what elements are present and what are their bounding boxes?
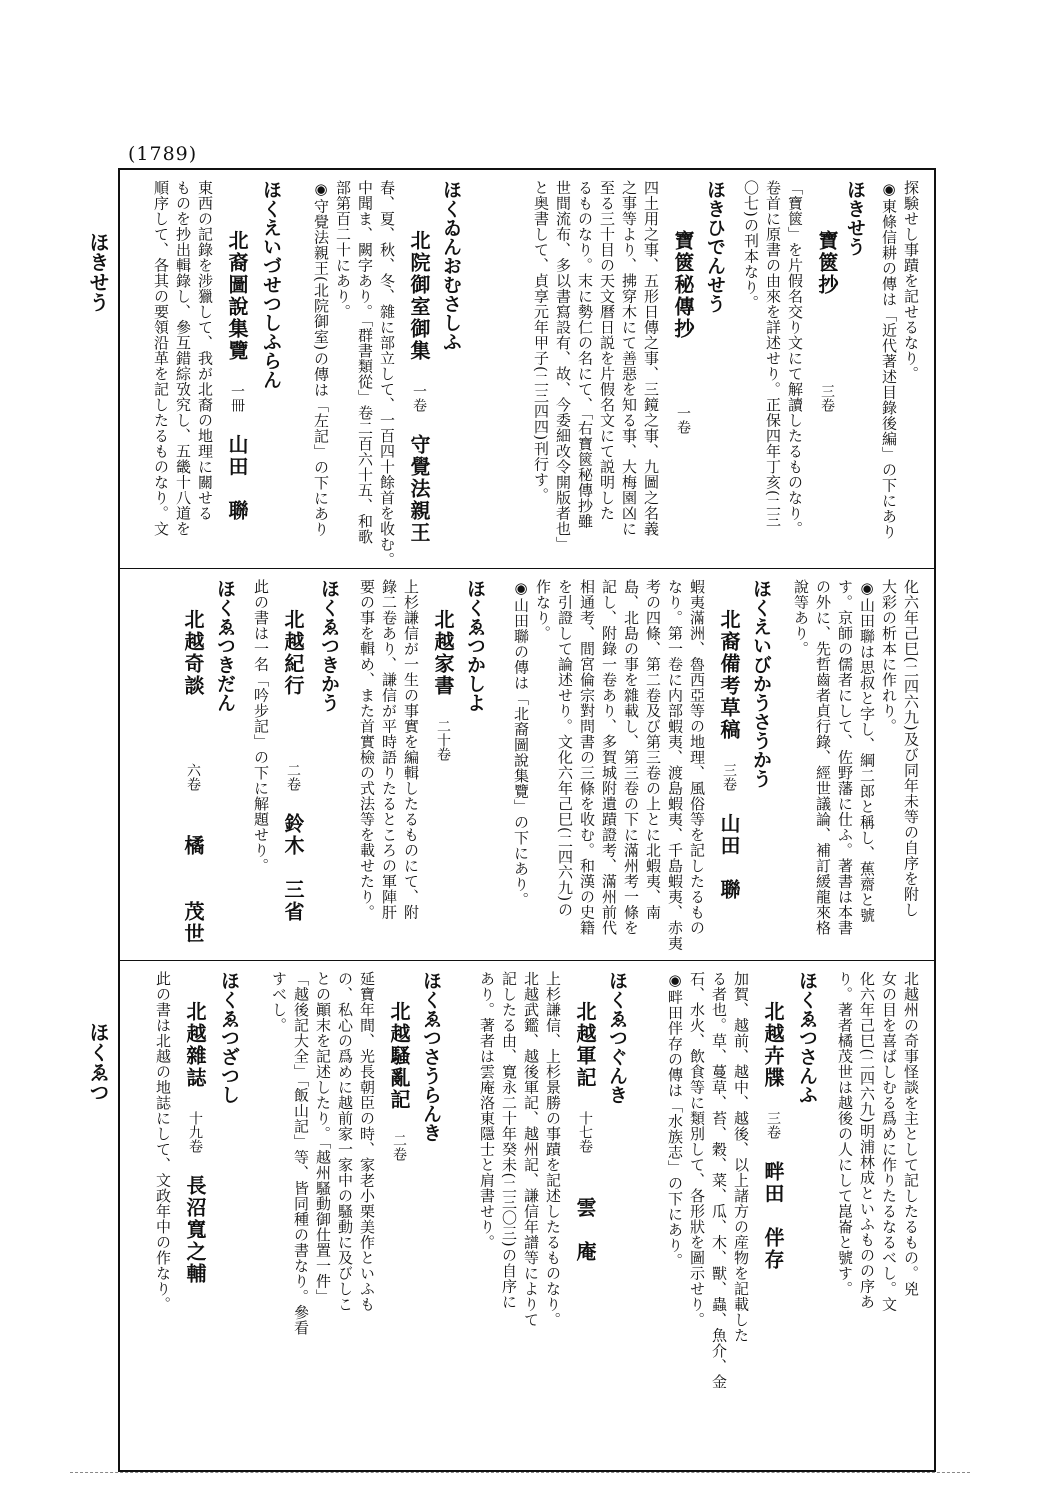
entry-title-text: 北越紀行 bbox=[281, 609, 305, 697]
entry-body-line: 延寶年間、光長朝臣の時、家老小栗美作といふも bbox=[358, 971, 376, 1312]
bottom-dashed-rule bbox=[70, 1472, 970, 1475]
entry-reading: ほくゑつきかう bbox=[318, 579, 340, 712]
entry-volumes: 十九卷 bbox=[187, 1111, 203, 1153]
entry-author: 山田 聯 bbox=[717, 813, 741, 901]
entry-body-line: 錄二卷あり、謙信が平時語りたるところの軍陣肝 bbox=[380, 579, 398, 920]
entry-body-line: 〇七)の刊本なり。 bbox=[742, 180, 760, 311]
continued-text: 女の目を喜ばしむる爲めに作りたるなるべし。文 bbox=[880, 971, 898, 1312]
entry-title bbox=[280, 609, 306, 923]
entry-body-line: 「越後記大全」「飯山記」等、皆同種の書なり。參看 bbox=[292, 971, 310, 1336]
entry-reading: ほくゑつかしよ bbox=[464, 579, 486, 712]
entry-body-line: 上杉謙信、上杉景勝の事蹟を記述したるものなり。 bbox=[544, 971, 562, 1328]
entry-body-line: 順序して、各其の要領沿革を記したるものなり。文 bbox=[152, 180, 170, 537]
entry-body-line: 記したる由、寛永二十年癸未(二三〇三)の自序に bbox=[500, 971, 518, 1310]
entry-body-line: 島、北島の事を雜載し、第三卷の下に滿州考一條を bbox=[622, 579, 640, 936]
entry-title bbox=[814, 230, 840, 412]
entry-title bbox=[716, 609, 742, 901]
continued-text: 化六年己巳(二四六九)及び同年未等の自序を附し bbox=[902, 579, 920, 918]
entry-title-text: 寶篋秘傳抄 bbox=[671, 230, 695, 340]
entry-title bbox=[386, 1001, 412, 1161]
entry-body-line: ものを抄出輯錄し、參互錯綜攷究し、五畿十八道を bbox=[174, 180, 192, 537]
entry-volumes: 一卷 bbox=[411, 384, 427, 412]
entry-body-line: 東西の記錄を涉獵して、我が北裔の地理に關せる bbox=[196, 180, 214, 521]
biography-note: ◉東條信耕の傳は「近代著述目錄後編」の下にあり bbox=[880, 180, 898, 540]
entry-body-line: 部第百二十にあり。 bbox=[334, 180, 352, 320]
band-bottom bbox=[120, 961, 934, 1472]
entry-reading: ほくゑつさうらんき bbox=[420, 971, 442, 1142]
biography-note: の外に、先哲齒者貞行錄、經世議論、補訂緩龍來格 bbox=[814, 579, 832, 936]
entry-title bbox=[182, 1001, 208, 1285]
entry-title-text: 北越家書 bbox=[431, 609, 455, 697]
entry-author: 橘 茂世 bbox=[181, 835, 205, 945]
biography-note: す。京師の儒者にして、佐野藩に仕ふ。著書は本書 bbox=[836, 579, 854, 936]
entry-volumes: 三卷 bbox=[721, 763, 737, 791]
entry-title-text: 北越卉牒 bbox=[761, 1001, 785, 1089]
entry-body-line: との顚末を記述したり。「越州騷動御仕置一件」 bbox=[314, 971, 332, 1305]
entry-body-line: 記し、附錄一卷あり、多賀城附遺蹟證考、滿州前代 bbox=[600, 579, 618, 936]
page-number: (1789) bbox=[128, 143, 198, 165]
entry-body-line: 卷首に原書の由來を詳述せり。正保四年丁亥(二三 bbox=[764, 180, 782, 528]
entry-body-line: 考の四條、第二卷及び第三卷の上とに北蝦夷、南 bbox=[644, 579, 662, 920]
entry-title-text: 北裔備考草稿 bbox=[717, 609, 741, 741]
entry-title-text: 北裔圖說集覽 bbox=[225, 230, 249, 362]
entry-body-line: 加賀、越前、越中、越後、以上諸方の産物を記載した bbox=[732, 971, 750, 1343]
biography-note: 說等あり。 bbox=[792, 579, 810, 657]
page-frame bbox=[118, 168, 936, 1472]
entry-volumes: 六卷 bbox=[185, 763, 201, 791]
band-middle bbox=[120, 569, 934, 960]
entry-body-line: 作なり。 bbox=[534, 579, 552, 641]
entry-reading: ほくゑつさんふ bbox=[796, 971, 818, 1104]
entry-body-line: 此の書は一名「吟步記」の下に解題せり。 bbox=[252, 579, 270, 874]
entry-reading: ほくえいびかうさうかう bbox=[750, 579, 772, 788]
entry-reading: ほくゐんおむさしふ bbox=[440, 180, 462, 351]
continued-text: 探験せし事蹟を記せるなり。 bbox=[902, 180, 920, 382]
continued-text: 北越州の奇事怪談を主として記したるもの。兇 bbox=[902, 971, 920, 1297]
entry-reading: ほきひでんせう bbox=[704, 180, 726, 313]
entry-author: 守覺法親王 bbox=[407, 434, 431, 544]
entry-title bbox=[180, 609, 206, 945]
entry-body-line: 至る三十目の天文曆日説を片假名文にて説明した bbox=[598, 180, 616, 521]
entry-body-line: 「寶篋」を片假名交り文にて解讀したるものなり。 bbox=[786, 180, 804, 537]
entry-reading: ほくゑつぐんき bbox=[606, 971, 628, 1104]
entry-volumes: 一卷 bbox=[675, 406, 691, 434]
entry-title bbox=[406, 230, 432, 544]
entry-title-text: 北越騷亂記 bbox=[387, 1001, 411, 1111]
band-top bbox=[120, 170, 934, 568]
entry-volumes: 二卷 bbox=[285, 763, 301, 791]
entry-body-line: 中聞ま、闕字あり。「群書類從」卷二百六十五、和歌 bbox=[356, 180, 374, 545]
entry-title-text: 北越軍記 bbox=[573, 1001, 597, 1089]
biography-note: ◉山田聯は思叔と字し、綱二郎と稱し、蕉齋と號 bbox=[858, 579, 876, 923]
entry-reading: ほきせう bbox=[844, 180, 866, 256]
entry-volumes: 一冊 bbox=[229, 384, 245, 412]
entry-author: 山田 聯 bbox=[225, 434, 249, 522]
biography-note: ◉山田聯の傳は「北裔圖說集覽」の下にあり。 bbox=[512, 579, 530, 908]
continued-text: 化六年己巳(二四六九)明浦林成といふものの序あ bbox=[858, 971, 876, 1310]
entry-body-line: るものなり。末に勢仁の名にて、「右寶篋秘傳抄雖 bbox=[576, 180, 594, 529]
entry-body-line: なり。第一卷に内部蝦夷、渡島蝦夷、千島蝦夷、赤夷 bbox=[666, 579, 684, 951]
continued-text: り。著者橘茂世は越後の人にして崑崙と號す。 bbox=[836, 971, 854, 1297]
entry-title-text: 北越奇談 bbox=[181, 609, 205, 697]
entry-title-text: 寶篋抄 bbox=[815, 230, 839, 296]
entry-body-line: を引證して論述せり。文化六年己巳(二四六九)の bbox=[556, 579, 574, 918]
entry-volumes: 三卷 bbox=[819, 384, 835, 412]
entry-volumes: 三卷 bbox=[765, 1111, 781, 1139]
entry-body-line: ◉守覺法親王(北院御室)の傳は「左記」の下にあり bbox=[312, 180, 330, 537]
entry-title-text: 北院御室御集 bbox=[407, 230, 431, 362]
entry-author: 雲 庵 bbox=[573, 1197, 597, 1263]
entry-body-line: 蝦夷滿洲、魯西亞等の地理、風俗等を記したるもの bbox=[688, 579, 706, 936]
entry-volumes: 二十卷 bbox=[435, 719, 451, 761]
entry-body-line: 春、夏、秋、冬、雜に部立して、一百四十餘首を收む。 bbox=[378, 180, 396, 568]
biography-note: ◉畔田伴存の傳は「水族志」の下にあり。 bbox=[666, 971, 684, 1269]
entry-body-line: と奥書して、貞享元年甲子(二三四四)刊行す。 bbox=[532, 180, 550, 503]
entry-body-line: 之事等より、拂穿木にて善惡を知る事、大梅園凶に bbox=[620, 180, 638, 537]
margin-heading-bottom: ほくゑつ bbox=[86, 1022, 110, 1102]
entry-volumes: 二卷 bbox=[391, 1133, 407, 1161]
continued-text: 大彩の析本に作れり。 bbox=[880, 579, 898, 734]
entry-body-line: の、私心の爲めに越前家一家中の騷動に及びしこ bbox=[336, 971, 354, 1312]
entry-body-line: る者也。草、蔓草、苔、穀、菜、瓜、木、獸、蟲、魚介、金 bbox=[710, 971, 728, 1390]
entry-body-line: すべし。 bbox=[270, 971, 288, 1033]
entry-volumes: 十七卷 bbox=[577, 1111, 593, 1153]
entry-title bbox=[572, 1001, 598, 1263]
entry-reading: ほくえいづせつしふらん bbox=[260, 180, 282, 389]
entry-author: 長沼寬之輔 bbox=[183, 1175, 207, 1285]
entry-reading: ほくゑつざつし bbox=[218, 971, 240, 1104]
entry-body-line: あり。著者は雲庵洛東隱士と肩書せり。 bbox=[478, 971, 496, 1250]
entry-title bbox=[430, 609, 456, 761]
entry-body-line: 相通考、間宮倫宗對問書の三條を收む。和漢の史籍 bbox=[578, 579, 596, 936]
entry-body-line: 世間流布、多以書寫設有、故、今委細改令開版者也」 bbox=[554, 180, 572, 552]
entry-title-text: 北越雜誌 bbox=[183, 1001, 207, 1089]
margin-heading-top: ほきせう bbox=[86, 232, 110, 312]
entry-title bbox=[224, 230, 250, 522]
entry-title bbox=[670, 230, 696, 434]
entry-body-line: 石、水火、飲食等に類別して、各形狀を圖示せり。 bbox=[688, 971, 706, 1328]
entry-body-line: 北越武鑑、越後軍記、越州記、謙信年譜等によりて bbox=[522, 971, 540, 1328]
entry-body-line: 要の事を輯め、また首實檢の式法等を載せたり。 bbox=[358, 579, 376, 920]
entry-body-line: 上杉謙信が一生の事實を編輯したるものにて、附 bbox=[402, 579, 420, 920]
entry-author: 鈴木 三省 bbox=[281, 813, 305, 923]
entry-body-line: 四土用之事、五形日傳之事、三鏡之事、九圖之名義 bbox=[642, 180, 660, 537]
entry-title bbox=[760, 1001, 786, 1271]
entry-author: 畔田 伴存 bbox=[761, 1161, 785, 1271]
entry-body-line: 此の書は北越の地誌にして、文政年中の作なり。 bbox=[154, 971, 172, 1312]
entry-reading: ほくゑつきだん bbox=[214, 579, 236, 712]
